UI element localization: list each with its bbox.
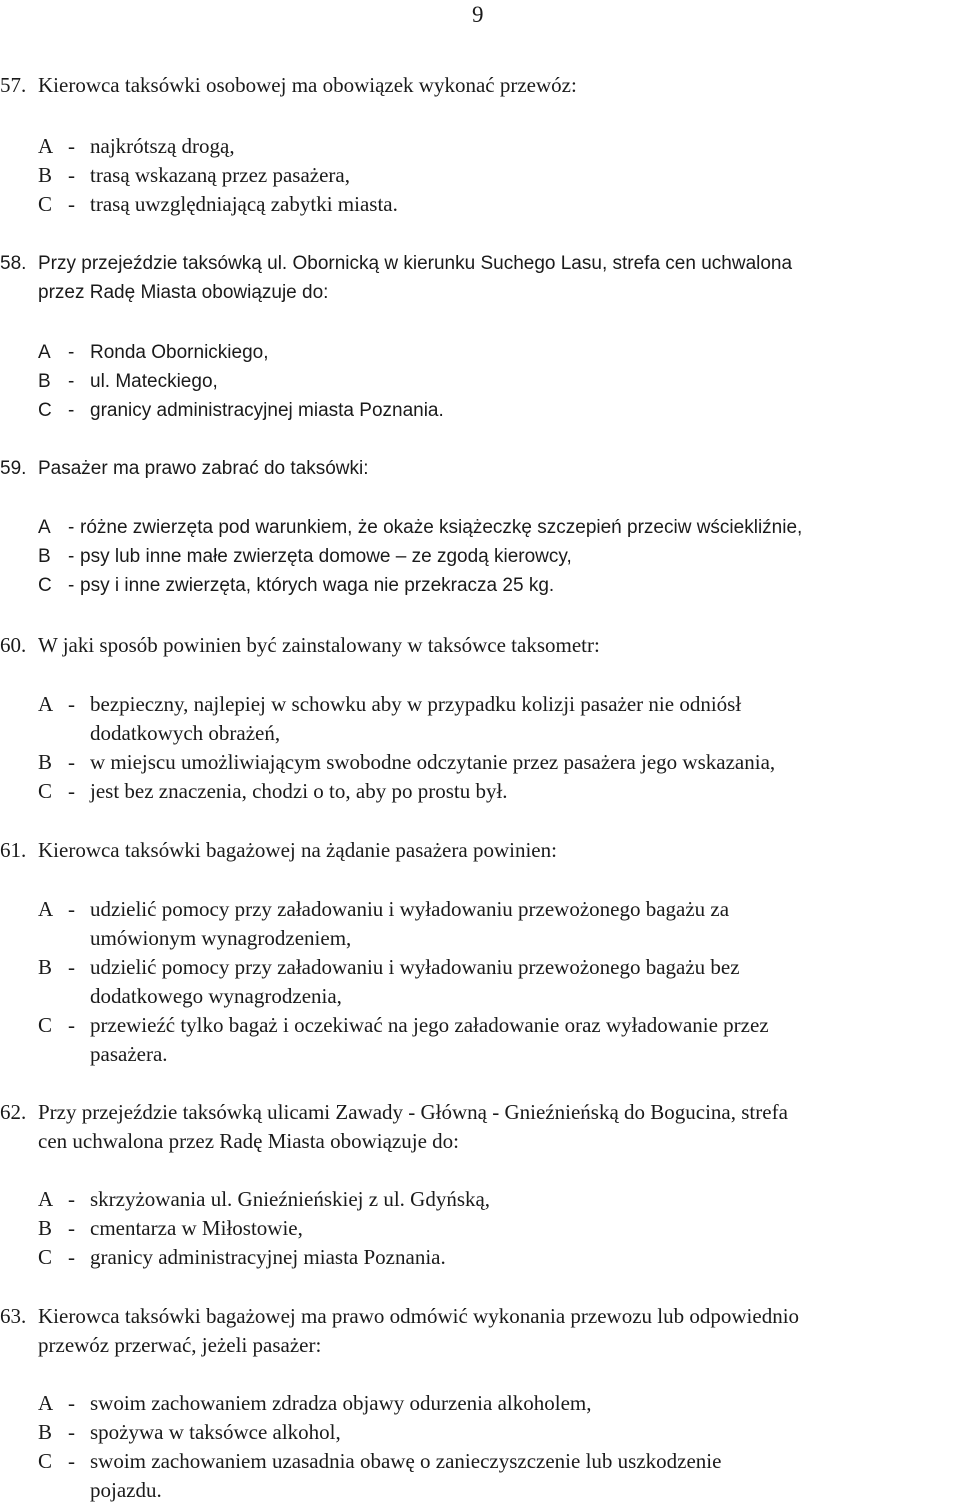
option-letter: A <box>38 342 51 363</box>
option-dash: - <box>68 134 75 158</box>
option-text: swoim zachowaniem uzasadnia obawę o zanieczyszczenie lub uszkodzenie <box>90 1449 722 1473</box>
question-number: 61. <box>0 838 27 862</box>
option-text: psy lub inne małe zwierzęta domowe – ze zgodą kierowcy, <box>80 546 572 567</box>
option-text: bezpieczny, najlepiej w schowku aby w przypadku kolizji pasażer nie odniósł <box>90 692 742 716</box>
option-dash: - <box>68 750 75 774</box>
option-letter: C <box>38 192 53 216</box>
option-dash: - <box>68 371 75 392</box>
question-text: Kierowca taksówki bagażowej ma prawo odmówić wykonania przewozu lub odpowiednio <box>38 1304 800 1328</box>
option-letter: B <box>38 371 51 392</box>
option-text: udzielić pomocy przy załadowaniu i wyładowaniu przewożonego bagażu bez <box>90 955 740 979</box>
question-number: 62. <box>0 1100 27 1124</box>
question-text: cen uchwalona przez Radę Miasta obowiązuje do: <box>38 1129 459 1153</box>
option-text: udzielić pomocy przy załadowaniu i wyładowaniu przewożonego bagażu za <box>90 897 730 921</box>
option-text: umówionym wynagrodzeniem, <box>90 926 352 950</box>
option-text: najkrótszą drogą, <box>90 134 235 158</box>
option-letter: C <box>38 1013 53 1037</box>
option-dash: - <box>68 1420 75 1444</box>
option-text: ul. Mateckiego, <box>90 371 218 392</box>
option-dash: - <box>68 1245 75 1269</box>
option-dash: - <box>68 897 75 921</box>
option-text: pojazdu. <box>90 1478 162 1502</box>
question-number: 60. <box>0 633 27 657</box>
option-letter: C <box>38 575 52 596</box>
option-text: psy i inne zwierzęta, których waga nie przekracza 25 kg. <box>80 575 555 596</box>
option-text: w miejscu umożliwiającym swobodne odczytanie przez pasażera jego wskazania, <box>90 750 776 774</box>
option-dash: - <box>68 955 75 979</box>
option-dash: - <box>68 1449 75 1473</box>
option-letter: A <box>38 1187 54 1211</box>
option-letter: C <box>38 400 52 421</box>
option-letter: A <box>38 517 51 538</box>
question-text: przez Radę Miasta obowiązuje do: <box>38 282 329 303</box>
option-letter: A <box>38 1391 54 1415</box>
option-text: trasą wskazaną przez pasażera, <box>90 163 350 187</box>
option-text: różne zwierzęta pod warunkiem, że okaże książeczkę szczepień przeciw wściekliźnie, <box>80 517 803 538</box>
question-number: 57. <box>0 73 27 97</box>
option-text: jest bez znaczenia, chodzi o to, aby po prostu był. <box>90 779 508 803</box>
option-dash: - <box>68 575 75 596</box>
question-number: 63. <box>0 1304 27 1328</box>
option-letter: B <box>38 1420 53 1444</box>
option-letter: B <box>38 546 51 567</box>
option-text: spożywa w taksówce alkohol, <box>90 1420 341 1444</box>
option-dash: - <box>68 400 75 421</box>
option-dash: - <box>68 692 75 716</box>
page-number: 9 <box>472 2 484 27</box>
option-dash: - <box>68 546 75 567</box>
option-letter: C <box>38 779 53 803</box>
option-text: swoim zachowaniem zdradza objawy odurzenia alkoholem, <box>90 1391 592 1415</box>
option-letter: B <box>38 955 53 979</box>
option-text: cmentarza w Miłostowie, <box>90 1216 303 1240</box>
option-text: granicy administracyjnej miasta Poznania. <box>90 1245 446 1269</box>
option-text: pasażera. <box>90 1042 168 1066</box>
option-text: granicy administracyjnej miasta Poznania. <box>90 400 444 421</box>
option-letter: A <box>38 897 54 921</box>
option-letter: C <box>38 1449 53 1473</box>
option-letter: A <box>38 692 54 716</box>
question-text: Przy przejeździe taksówką ul. Obornicką w kierunku Suchego Lasu, strefa cen uchwalona <box>38 253 793 274</box>
option-text: skrzyżowania ul. Gnieźnieńskiej z ul. Gdyńską, <box>90 1187 491 1211</box>
question-text: Przy przejeździe taksówką ulicami Zawady - Główną - Gnieźnieńską do Bogucina, strefa <box>38 1100 788 1124</box>
question-text: Pasażer ma prawo zabrać do taksówki: <box>38 458 369 479</box>
option-dash: - <box>68 517 75 538</box>
option-letter: A <box>38 134 54 158</box>
option-dash: - <box>68 163 75 187</box>
question-text: W jaki sposób powinien być zainstalowany w taksówce taksometr: <box>38 633 600 657</box>
option-text: dodatkowego wynagrodzenia, <box>90 984 342 1008</box>
option-dash: - <box>68 342 75 363</box>
option-letter: B <box>38 750 53 774</box>
option-letter: B <box>38 163 53 187</box>
option-dash: - <box>68 1216 75 1240</box>
option-dash: - <box>68 1391 75 1415</box>
question-text: Kierowca taksówki osobowej ma obowiązek wykonać przewóz: <box>38 73 577 97</box>
option-text: Ronda Obornickiego, <box>90 342 269 363</box>
option-letter: B <box>38 1216 53 1240</box>
question-text: Kierowca taksówki bagażowej na żądanie pasażera powinien: <box>38 838 557 862</box>
question-number: 59. <box>0 458 27 479</box>
option-text: dodatkowych obrażeń, <box>90 721 281 745</box>
question-number: 58. <box>0 253 27 274</box>
option-text: przewieźć tylko bagaż i oczekiwać na jego załadowanie oraz wyładowanie przez <box>90 1013 769 1037</box>
question-text: przewóz przerwać, jeżeli pasażer: <box>38 1333 322 1357</box>
option-dash: - <box>68 779 75 803</box>
option-dash: - <box>68 192 75 216</box>
option-dash: - <box>68 1013 75 1037</box>
option-dash: - <box>68 1187 75 1211</box>
option-text: trasą uwzględniającą zabytki miasta. <box>90 192 398 216</box>
option-letter: C <box>38 1245 53 1269</box>
